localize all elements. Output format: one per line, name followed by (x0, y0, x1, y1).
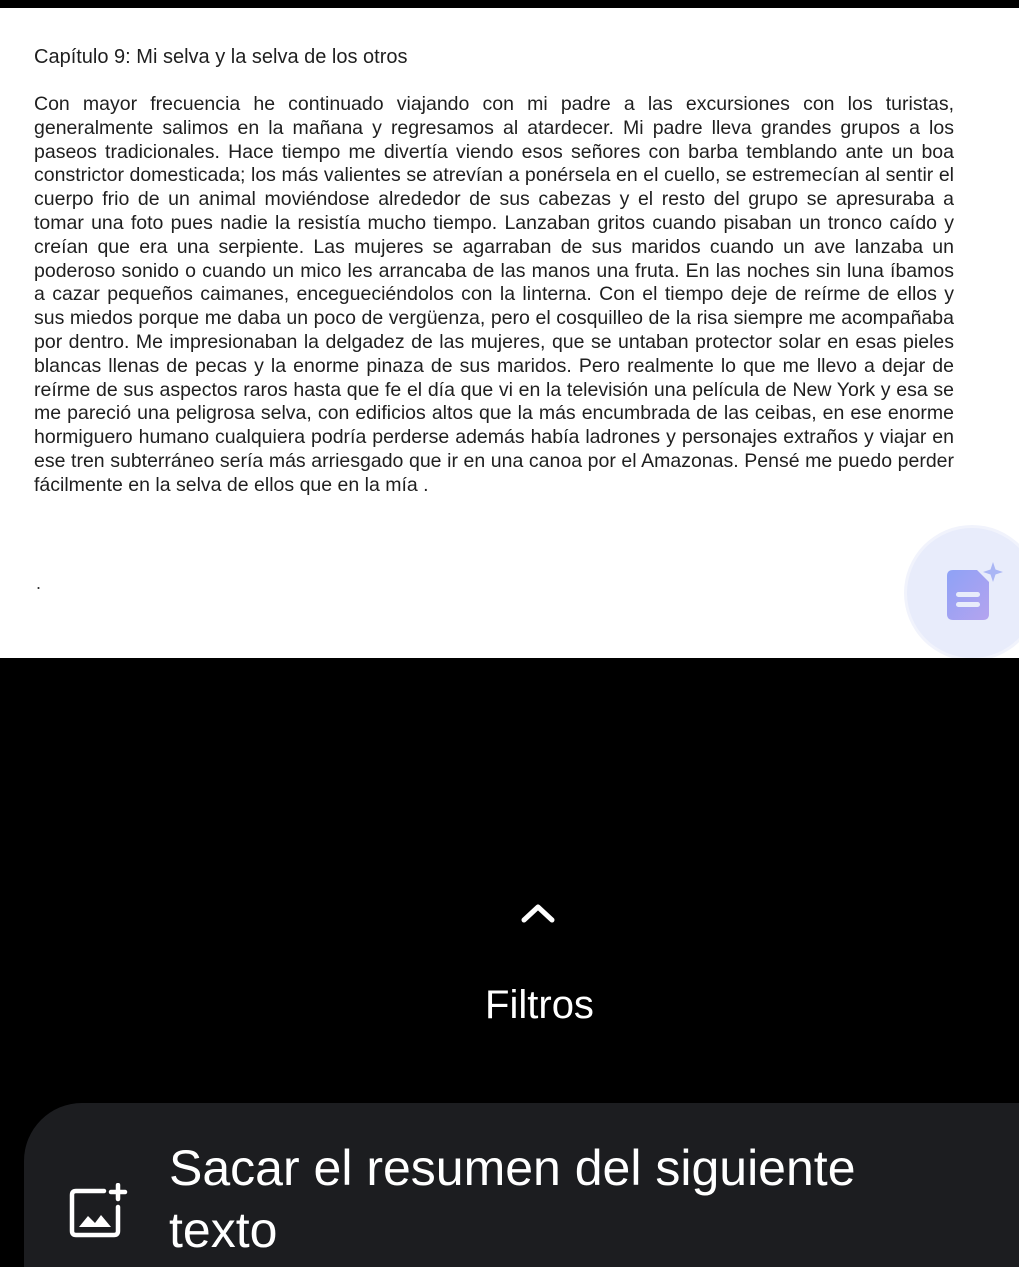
prompt-text: Sacar el resumen del siguiente texto (169, 1140, 856, 1258)
ai-summary-icon (943, 562, 1005, 628)
prompt-card[interactable] (24, 1103, 1019, 1267)
chapter-title: Capítulo 9: Mi selva y la selva de los otros (34, 46, 408, 68)
chevron-up-icon[interactable] (518, 896, 558, 926)
document-paragraph: Con mayor frecuencia he continuado viajando con mi padre a las excursiones con los turistas, generalmente salimos en la mañana y regresamos al atardecer. Mi padre lleva grandes grupos a los paseos tradicionales. Hace tiempo me divertía viendo esos señores con barba temblando ante un boa constrictor domesticada; los más valientes se atrevían a ponérsela en el cuello, se estremecían al sentir el cuerpo frio de un animal moviéndose alrededor de sus cabezas y el resto del grupo se apresuraba a tomar una foto pues nadie la resistía mucho tiempo. Lanzaban gritos cuando pisaban un tronco caído y creían que era una serpiente. Las mujeres se agarraban de sus maridos cuando un ave lanzaba un poderoso sonido o cuando un mico les arrancaba de las manos una fruta. En las noches sin luna íbamos a cazar pequeños caimanes, encegueciéndolos con la linterna. Con el tiempo deje de reírme de ellos y sus miedos porque me daba un poco de vergüenza, pero el cosquilleo de la risa siempre me acompañaba por dentro. Me impresionaban la delgadez de las mujeres, que se untaban protector solar en esas pieles blancas llenas de pecas y la enorme pinaza de sus maridos. Pero realmente lo que me llevo a dejar de reírme de sus aspectos raros hasta que fe el día que vi en la televisión una película de New York y esa se me pareció una peligrosa selva, con edificios altos que la más encumbrada de las ceibas, en ese enorme hormiguero humano cualquiera podría perderse además había ladrones y personajes extraños y viajar en ese tren subterráneo sería más arriesgado que ir en una canoa por el Amazonas. Pensé me puedo perder fácilmente en la selva de ellos que en la mía . (34, 93, 954, 496)
ai-summary-button[interactable] (907, 528, 1019, 658)
document-page (0, 8, 1019, 658)
add-image-icon[interactable] (68, 1183, 128, 1239)
filters-label[interactable]: Filtros (485, 983, 594, 1027)
stray-mark: . (36, 573, 42, 593)
